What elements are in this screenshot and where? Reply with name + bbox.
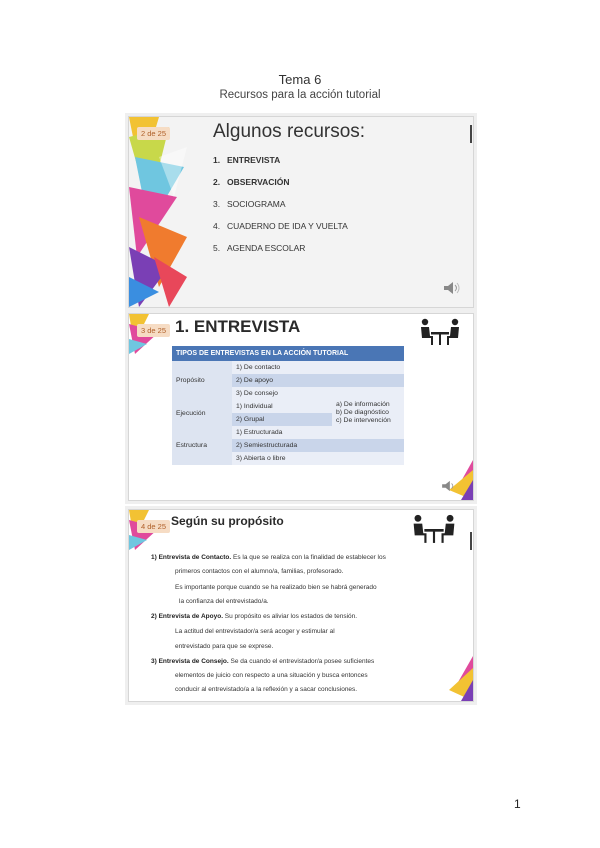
- list-item: 4. CUADERNO DE IDA Y VUELTA: [213, 221, 348, 231]
- slide-number-badge: 4 de 25: [137, 520, 170, 533]
- table-category: Propósito: [172, 361, 232, 400]
- list-item: 5. AGENDA ESCOLAR: [213, 243, 306, 253]
- slide-title: 1. ENTREVISTA: [175, 317, 301, 336]
- table-cell: 1) De contacto: [232, 361, 404, 374]
- interview-icon: [409, 514, 459, 544]
- page-number: 1: [514, 797, 521, 811]
- paragraph-line: elementos de juicio con respecto a una situación y busca entonces: [175, 672, 368, 679]
- paragraph-line: Es importante porque cuando se ha realizado bien se habrá generado: [175, 584, 377, 591]
- geometric-decoration: [441, 656, 473, 701]
- slide-number-badge: 2 de 25: [137, 127, 170, 140]
- table-cell: 3) De consejo: [232, 387, 404, 400]
- table-cell-extra: a) De información b) De diagnóstico c) De intervención: [332, 400, 404, 426]
- speaker-icon[interactable]: [441, 480, 457, 492]
- interview-icon: [417, 318, 463, 346]
- scroll-indicator: [470, 532, 472, 550]
- scroll-indicator: [470, 125, 472, 143]
- slide-3: [128, 313, 474, 501]
- list-item: 3. SOCIOGRAMA: [213, 199, 286, 209]
- paragraph-line: conducir al entrevistado/a a la reflexión y a sacar conclusiones.: [175, 686, 358, 693]
- table-cell: 3) Abierta o libre: [232, 452, 404, 465]
- paragraph-line: entrevistado para que se exprese.: [175, 643, 274, 650]
- paragraph-contact: 1) Entrevista de Contacto. Es la que se realiza con la finalidad de establecer los: [151, 554, 386, 561]
- table-cell: 2) Semiestructurada: [232, 439, 404, 452]
- paragraph-line: La actitud del entrevistador/a será acoger y estimular al: [175, 628, 335, 635]
- paragraph-support: 2) Entrevista de Apoyo. Su propósito es aliviar los estados de tensión.: [151, 613, 358, 620]
- table-header: TIPOS DE ENTREVISTAS EN LA ACCIÓN TUTORIAL: [172, 346, 404, 361]
- table-cell: 1) Estructurada: [232, 426, 404, 439]
- paragraph-advice: 3) Entrevista de Consejo. Se da cuando el entrevistador/a posee suficientes: [151, 658, 375, 665]
- document-subtitle: Recursos para la acción tutorial: [219, 89, 381, 101]
- table-cell: 2) De apoyo: [232, 374, 404, 387]
- slide-number-badge: 3 de 25: [137, 324, 170, 337]
- paragraph-line: primeros contactos con el alumno/a, familias, profesorado.: [175, 568, 344, 575]
- slide-4: [128, 509, 474, 702]
- list-item: 2. OBSERVACIÓN: [213, 177, 290, 187]
- document-title: Tema 6: [278, 72, 322, 87]
- table-cell: 1) Individual: [232, 400, 332, 413]
- slide-2: [128, 116, 474, 308]
- list-item: 1. ENTREVISTA: [213, 155, 281, 165]
- speaker-icon[interactable]: [443, 281, 461, 295]
- slide-title: Algunos recursos:: [213, 121, 366, 142]
- paragraph-line: la confianza del entrevistado/a.: [179, 598, 269, 605]
- geometric-decoration: [129, 117, 187, 307]
- slide-title: Según su propósito: [171, 514, 284, 528]
- table-cell: 2) Grupal: [232, 413, 332, 426]
- interview-types-table: [172, 346, 404, 465]
- table-category: Estructura: [172, 426, 232, 465]
- table-category: Ejecución: [172, 400, 232, 426]
- resource-list: [213, 155, 348, 265]
